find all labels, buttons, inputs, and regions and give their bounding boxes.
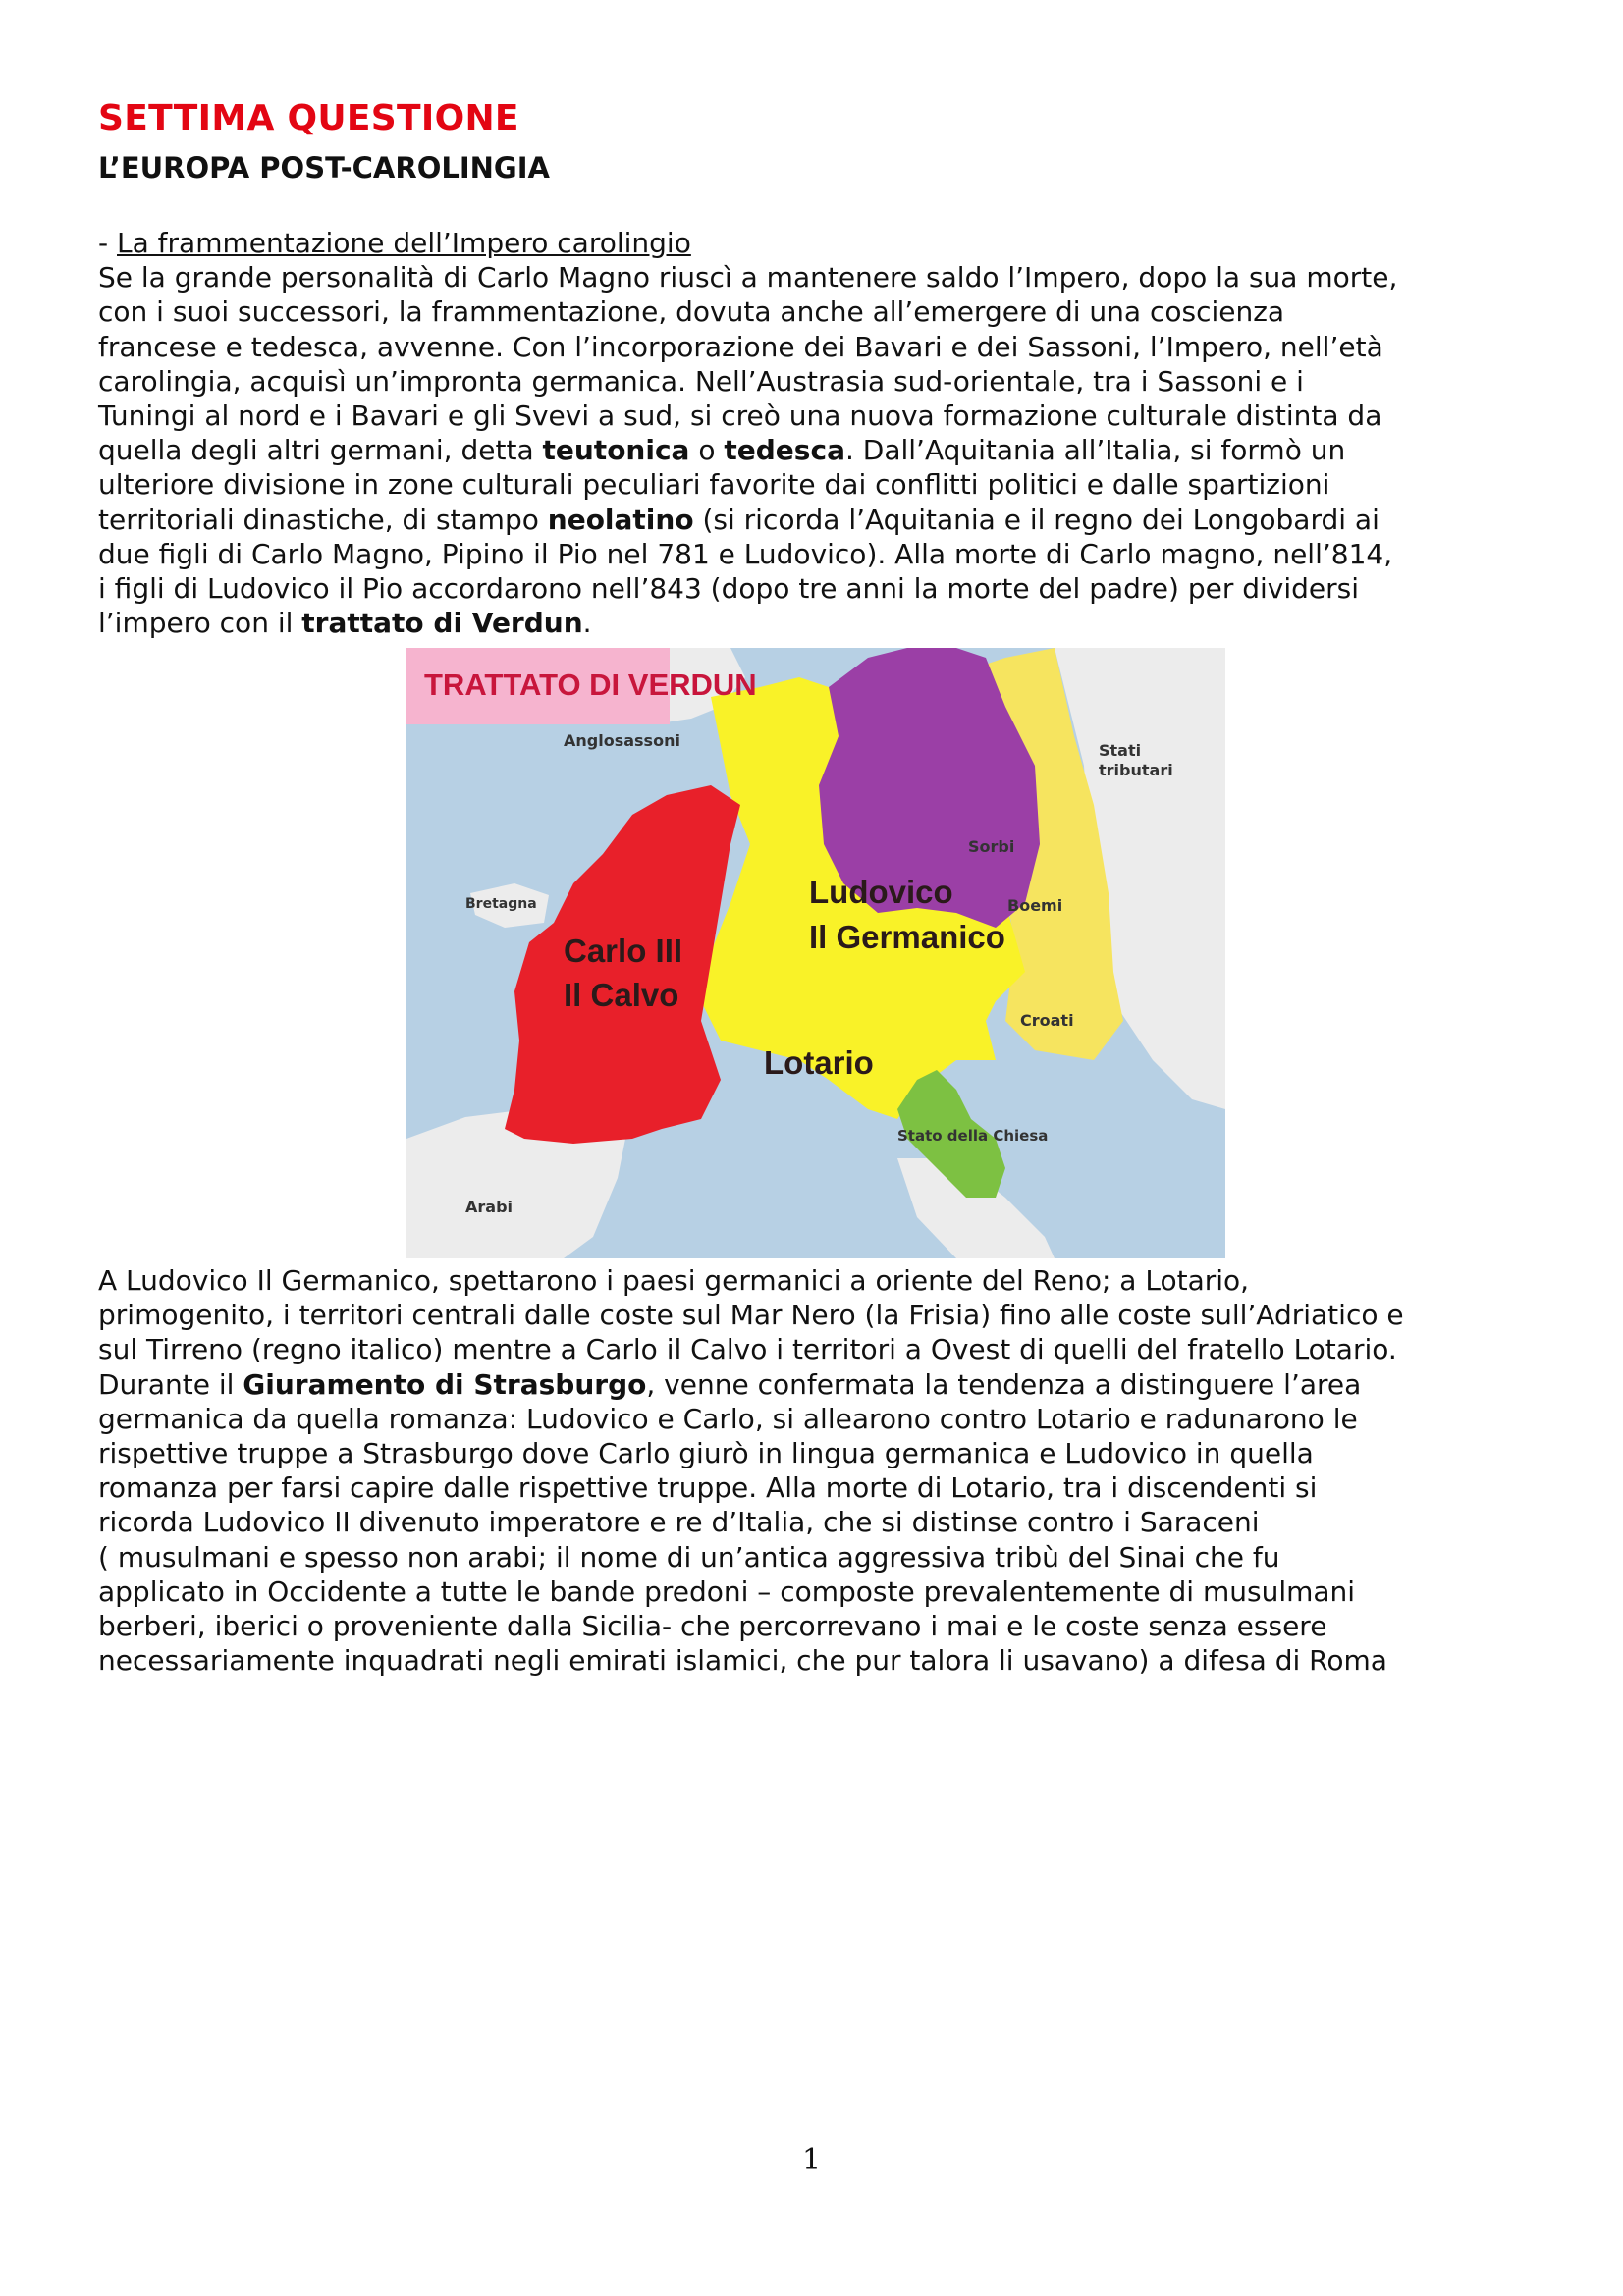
map-label-ludovico-line2: Il Germanico xyxy=(809,919,1005,955)
text-run: o xyxy=(689,434,725,467)
paragraph-intro xyxy=(98,226,1571,640)
text-line: primogenito, i territori centrali dalle coste sul Mar Nero (la Frisia) fino alle coste sull’Adriatico e xyxy=(98,1299,1404,1332)
text-line: necessariamente inquadrati negli emirati islamici, che pur talora li usavano) a difesa di Roma xyxy=(98,1644,1387,1678)
text-line xyxy=(98,433,1571,467)
text-run: territoriali dinastiche, di stampo xyxy=(98,503,548,536)
text-run: quella degli altri germani, detta xyxy=(98,434,543,467)
map-label-carlo-line2: Il Calvo xyxy=(564,977,679,1013)
map-title: TRATTATO DI VERDUN xyxy=(424,667,757,702)
map-label-anglosassoni: Anglosassoni xyxy=(564,731,680,750)
map-label-boemi: Boemi xyxy=(1007,896,1063,915)
map-label-sorbi: Sorbi xyxy=(968,837,1015,856)
text-run: l’impero con il xyxy=(98,607,302,640)
text-run: Durante il xyxy=(98,1367,243,1401)
document-subtitle: L’EUROPA POST-CAROLINGIA xyxy=(98,151,550,185)
bold-term-neolatino: neolatino xyxy=(547,503,694,536)
text-line: germanica da quella romanza: Ludovico e Carlo, si allearono contro Lotario e radunarono le xyxy=(98,1402,1358,1435)
text-line: i figli di Ludovico il Pio accordarono nell’843 (dopo tre anni la morte del padre) per dividersi xyxy=(98,572,1360,606)
text-line: A Ludovico Il Germanico, spettarono i paesi germanici a oriente del Reno; a Lotario, xyxy=(98,1264,1250,1297)
document-title: SETTIMA QUESTIONE xyxy=(98,98,519,138)
text-run: . xyxy=(582,607,592,640)
text-line: berberi, iberici o proveniente dalla Sicilia- che percorrevano i mai e le coste senza essere xyxy=(98,1610,1327,1643)
treaty-of-verdun-map xyxy=(406,648,1225,1258)
text-line: applicato in Occidente a tutte le bande predoni – composte prevalentemente di musulmani xyxy=(98,1575,1356,1608)
map-label-ludovico-line1: Ludovico xyxy=(809,874,953,910)
text-line: ( musulmani e spesso non arabi; il nome di un’antica aggressiva tribù del Sinai che fu xyxy=(98,1540,1280,1574)
text-line: ulteriore divisione in zone culturali peculiari favorite dai conflitti politici e dalle spartizioni xyxy=(98,468,1330,502)
map-label-croati: Croati xyxy=(1020,1011,1074,1030)
text-line: romanza per farsi capire dalle rispettive truppe. Alla morte di Lotario, tra i discendenti si xyxy=(98,1471,1318,1505)
map-label-stati: Stati xyxy=(1099,741,1142,760)
map-label-carlo-line1: Carlo III xyxy=(564,933,683,969)
text-line: francese e tedesca, avvenne. Con l’incorporazione dei Bavari e dei Sassoni, l’Impero, nell’età xyxy=(98,330,1383,363)
text-line: Tuningi al nord e i Bavari e gli Svevi a sud, si creò una nuova formazione culturale distinta da xyxy=(98,400,1382,433)
map-label-arabi: Arabi xyxy=(465,1198,514,1216)
text-line: Se la grande personalità di Carlo Magno riuscì a mantenere saldo l’Impero, dopo la sua morte, xyxy=(98,261,1398,294)
text-line: con i suoi successori, la frammentazione, dovuta anche all’emergere di una coscienza xyxy=(98,295,1285,329)
map-label-tributari: tributari xyxy=(1099,761,1173,779)
section-heading xyxy=(98,226,1571,260)
bold-term-trattato-di-verdun: trattato di Verdun xyxy=(301,607,583,640)
paragraph-partition xyxy=(98,1263,1571,1678)
text-line: sul Tirreno (regno italico) mentre a Carlo il Calvo i territori a Ovest di quelli del fratello Lotario. xyxy=(98,1333,1397,1366)
section-heading-text: La frammentazione dell’Impero carolingio xyxy=(117,227,691,259)
text-run: , venne confermata la tendenza a distinguere l’area xyxy=(646,1367,1362,1401)
text-line: rispettive truppe a Strasburgo dove Carlo giurò in lingua germanica e Ludovico in quella xyxy=(98,1437,1314,1470)
text-run: . Dall’Aquitania all’Italia, si formò un xyxy=(844,434,1346,467)
bold-term-teutonica: teutonica xyxy=(542,434,690,467)
section-dash: - xyxy=(98,227,118,259)
map-label-stato-della-chiesa: Stato della Chiesa xyxy=(897,1127,1049,1145)
text-line xyxy=(98,606,1571,640)
text-line xyxy=(98,1367,1571,1402)
page-number: 1 xyxy=(801,2143,822,2177)
text-line: ricorda Ludovico II divenuto imperatore e re d’Italia, che si distinse contro i Saraceni xyxy=(98,1506,1260,1539)
text-line xyxy=(98,503,1571,537)
text-line: due figli di Carlo Magno, Pipino il Pio nel 781 e Ludovico). Alla morte di Carlo magno, nell’814, xyxy=(98,537,1393,570)
text-line: carolingia, acquisì un’impronta germanica. Nell’Austrasia sud-orientale, tra i Sassoni e i xyxy=(98,364,1304,398)
bold-term-tedesca: tedesca xyxy=(724,434,845,467)
map-label-bretagna: Bretagna xyxy=(465,896,537,912)
text-run: (si ricorda l’Aquitania e il regno dei Longobardi ai xyxy=(693,503,1380,536)
map-label-lotario: Lotario xyxy=(764,1044,874,1081)
bold-term-giuramento-di-strasburgo: Giuramento di Strasburgo xyxy=(243,1367,647,1401)
